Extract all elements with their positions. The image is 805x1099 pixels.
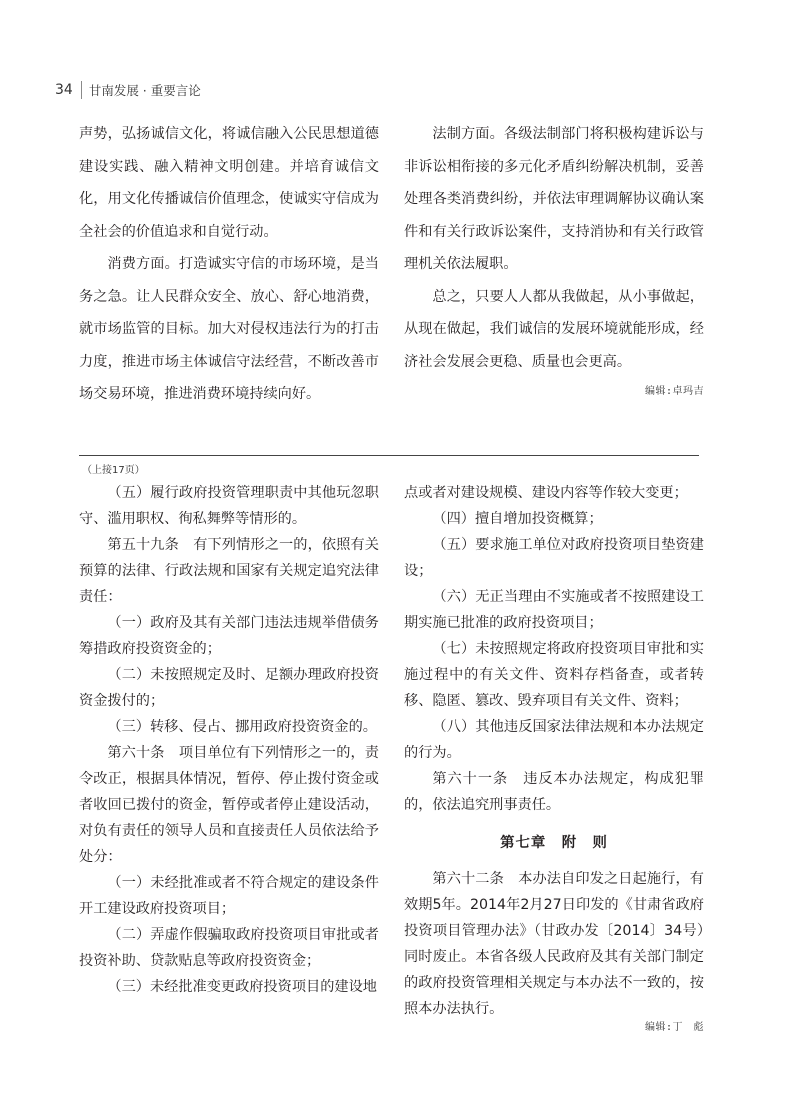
article-divider: [79, 455, 699, 456]
paragraph: 声势，弘扬诚信文化，将诚信融入公民思想道德建设实践、融入精神文明创建。并培育诚信文化，用文化传播诚信价值理念，使诚实守信成为全社会的价值追求和自觉行动。: [79, 126, 379, 240]
paragraph: （三）未经批准变更政府投资项目的建设地: [107, 979, 377, 995]
paragraph: （八）其他违反国家法律法规和本办法规定的行为。: [404, 719, 704, 761]
paragraph: 第六十条 项目单位有下列情形之一的，责令改正，根据具体情况，暂停、停止拨付资金或者收回已拨付的资金，暂停或者停止建设活动，对负有责任的领导人员和直接责任人员依法给予处分：: [79, 745, 379, 865]
continued-note: （上接17页）: [82, 465, 145, 476]
paragraph: 第六十二条 本办法自印发之日起施行，有效期5年。2014年2月27日印发的《甘肃省政府投资项目管理办法》（甘政办发〔2014〕34号）同时废止。本省各级人民政府及其有关部门制定的政府投资管理相关规定与本办法不一致的，按照本办法执行。: [404, 871, 704, 1017]
paragraph: （三）转移、侵占、挪用政府投资资金的。: [107, 719, 377, 735]
bottom-right-column: [404, 480, 704, 1033]
page-header: [55, 80, 201, 100]
section-title: 甘南发展 · 重要言论: [88, 83, 201, 98]
bottom-left-column: [79, 480, 379, 1000]
paragraph: （二）未按照规定及时、足额办理政府投资资金拨付的；: [79, 667, 379, 709]
page-number: 34: [55, 82, 73, 98]
paragraph: （六）无正当理由不实施或者不按照建设工期实施已批准的政府投资项目；: [404, 589, 704, 631]
top-right-column: [404, 118, 704, 397]
top-left-column: [79, 118, 379, 411]
chapter-heading: 第七章 附 则: [500, 835, 608, 851]
paragraph: 第六十一条 违反本办法规定，构成犯罪的，依法追究刑事责任。: [404, 771, 704, 813]
editor-credit: 编辑:丁 彪: [644, 1022, 704, 1033]
paragraph: （五）要求施工单位对政府投资项目垫资建设；: [404, 537, 704, 579]
editor-credit: 编辑:卓玛吉: [644, 386, 704, 397]
paragraph: （四）擅自增加投资概算；: [432, 511, 603, 527]
paragraph: （二）弄虚作假骗取政府投资项目审批或者投资补助、贷款贴息等政府投资资金；: [79, 927, 379, 969]
paragraph: 点或者对建设规模、建设内容等作较大变更；: [404, 485, 688, 501]
header-divider: [81, 81, 82, 99]
paragraph: 法制方面。各级法制部门将积极构建诉讼与非诉讼相衔接的多元化矛盾纠纷解决机制，妥善处理各类消费纠纷，并依法审理调解协议确认案件和有关行政诉讼案件，支持消协和有关行政管理机关依法履职。: [404, 126, 704, 272]
paragraph: 消费方面。打造诚实守信的市场环境，是当务之急。让人民群众安全、放心、舒心地消费，就市场监管的目标。加大对侵权违法行为的打击力度，推进市场主体诚信守法经营，不断改善市场交易环境，推进消费环境持续向好。: [79, 256, 379, 402]
paragraph: （一）未经批准或者不符合规定的建设条件开工建设政府投资项目；: [79, 875, 379, 917]
paragraph: （五）履行政府投资管理职责中其他玩忽职守、滥用职权、徇私舞弊等情形的。: [79, 485, 379, 527]
paragraph: 总之，只要人人都从我做起，从小事做起，从现在做起，我们诚信的发展环境就能形成，经济社会发展会更稳、质量也会更高。: [404, 288, 704, 370]
paragraph: （一）政府及其有关部门违法违规举借债务筹措政府投资资金的；: [79, 615, 379, 657]
paragraph: 第五十九条 有下列情形之一的，依照有关预算的法律、行政法规和国家有关规定追究法律责任：: [79, 537, 379, 605]
paragraph: （七）未按照规定将政府投资项目审批和实施过程中的有关文件、资料存档备查，或者转移、隐匿、篡改、毁弃项目有关文件、资料；: [404, 641, 704, 709]
